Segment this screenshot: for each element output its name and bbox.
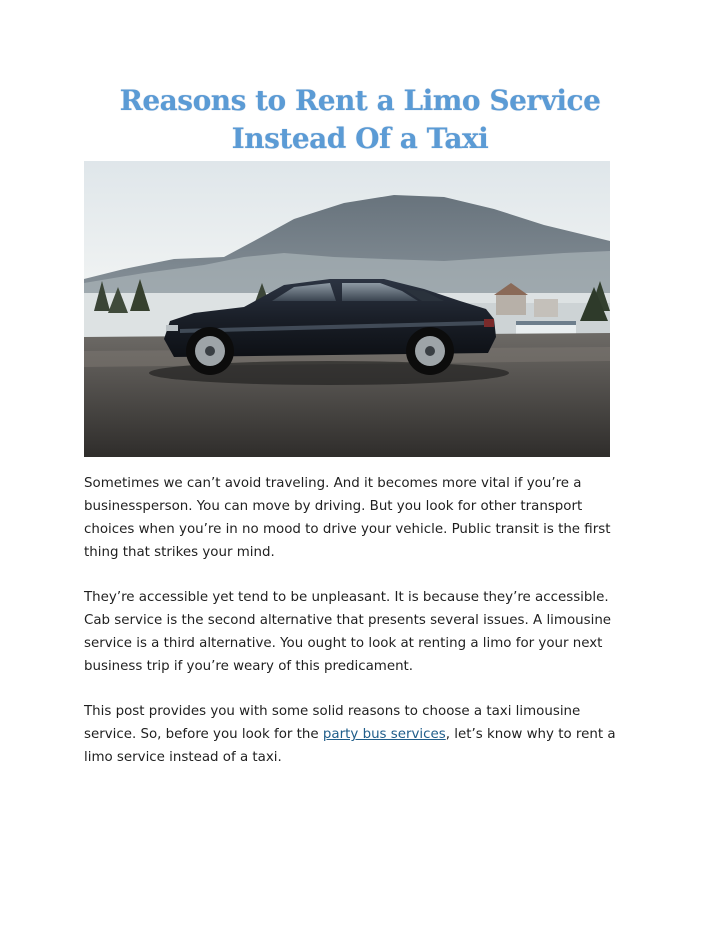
page-title xyxy=(0,82,720,158)
paragraph-1: Sometimes we can’t avoid traveling. And it becomes more vital if you’re a businessperson. You can move by driving. But you look for other transport choices when you’re in no mood to drive your vehicle. Public transit is the first thing that strikes your mind. xyxy=(84,476,611,560)
hero-image xyxy=(84,161,610,457)
article-body xyxy=(84,472,644,791)
party-bus-services-link[interactable]: party bus services xyxy=(322,727,446,742)
paragraph-3: This post provides you with some solid reasons to choose a taxi limousine service. So, before you look for the party bus services, let’s know why to rent a limo service instead of a taxi. xyxy=(84,704,616,765)
car-photo xyxy=(84,161,610,457)
title-line-1: Reasons to Rent a Limo Service xyxy=(119,84,601,117)
paragraph-2: They’re accessible yet tend to be unpleasant. It is because they’re accessible. Cab service is the second alternative that presents several issues. A limousine service is a third alternative. You ought to look at renting a limo for your next business trip if you’re weary of this predicament. xyxy=(84,590,612,674)
title-line-2: Instead Of a Taxi xyxy=(231,122,489,155)
